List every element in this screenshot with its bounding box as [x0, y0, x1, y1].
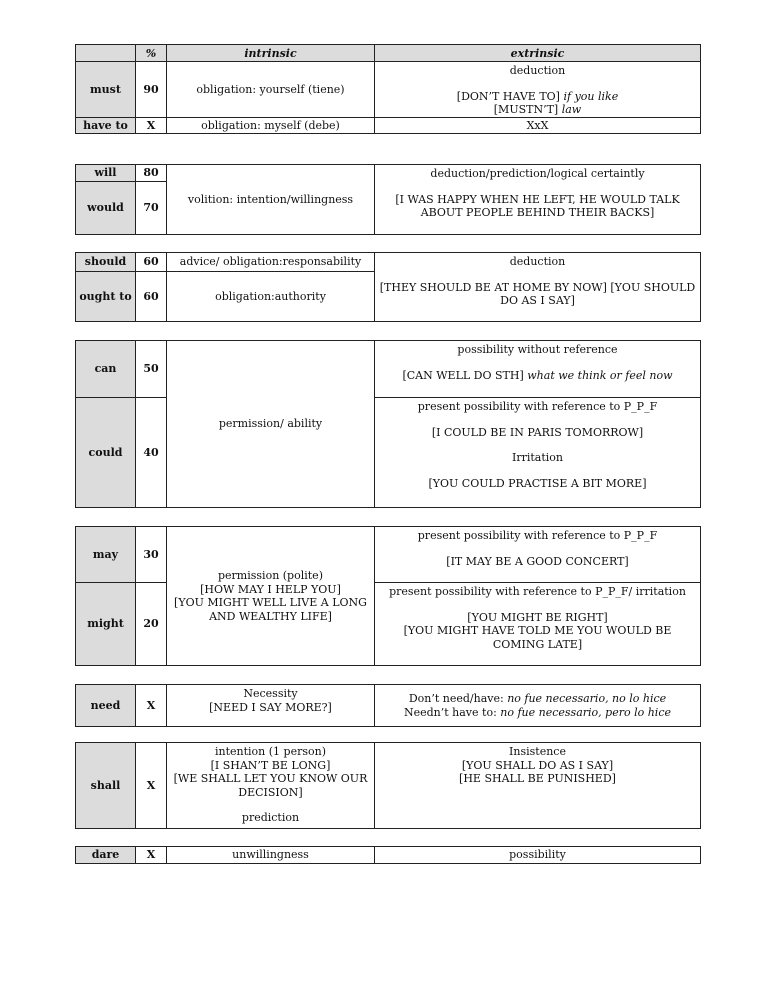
intrinsic-shall: [167, 743, 375, 829]
intrinsic-can-could: permission/ ability: [167, 341, 375, 508]
percent-must: 90: [136, 62, 167, 118]
modals-table-need: [75, 684, 701, 727]
extrinsic-title: deduction: [509, 255, 566, 268]
example-text: [YOU MIGHT BE RIGHT]: [467, 610, 608, 624]
extrinsic-could: [375, 398, 701, 508]
intrinsic-may-might: [167, 527, 375, 666]
modal-need: need: [76, 685, 136, 727]
extrinsic-line: Needn’t have to:: [403, 705, 497, 719]
example-text: [HE SHALL BE PUNISHED]: [459, 772, 616, 785]
modals-table-can: [75, 340, 701, 508]
modals-table-must: [75, 44, 701, 134]
extrinsic-title: present possibility with reference to P_P_F: [417, 400, 658, 413]
modals-table-will: [75, 164, 701, 235]
percent-could: 40: [136, 398, 167, 508]
intrinsic-should: advice/ obligation:responsability: [167, 253, 375, 272]
percent-have-to: X: [136, 118, 167, 134]
modal-might: might: [76, 583, 136, 666]
extrinsic-title: possibility without reference: [457, 343, 618, 356]
intrinsic-line: intention (1 person): [215, 745, 326, 758]
intrinsic-line: prediction: [241, 811, 300, 824]
header-modal: [76, 45, 136, 62]
extrinsic-title: deduction/prediction/logical certaintly: [430, 167, 645, 180]
example-note: if you like: [563, 89, 619, 103]
example-text: [YOU MIGHT WELL LIVE A LONG AND WEALTHY LIFE]: [174, 596, 367, 623]
example-text: [CAN WELL DO STH]: [402, 368, 524, 382]
example-note: no fue necessario, no lo hice: [507, 692, 667, 705]
percent-should: 60: [136, 253, 167, 272]
modal-would: would: [76, 182, 136, 235]
modal-may: may: [76, 527, 136, 583]
extrinsic-shall: [375, 743, 701, 829]
header-percent: %: [136, 45, 167, 62]
percent-will: 80: [136, 165, 167, 182]
intrinsic-must: obligation: yourself (tiene): [167, 62, 375, 118]
example-text: [YOU COULD PRACTISE A BIT MORE]: [428, 476, 647, 490]
extrinsic-title: Irritation: [511, 451, 563, 464]
example-note: no fue necessario, pero lo hice: [500, 705, 671, 719]
modal-dare: dare: [76, 847, 136, 864]
modal-will: will: [76, 165, 136, 182]
percent-might: 20: [136, 583, 167, 666]
example-text: [IT MAY BE A GOOD CONCERT]: [446, 554, 629, 568]
extrinsic-must: [375, 62, 701, 118]
example-text: [I WAS HAPPY WHEN HE LEFT, HE WOULD TALK ABOUT PEOPLE BEHIND THEIR BACKS]: [395, 192, 680, 219]
modals-table-shall: [75, 742, 701, 829]
extrinsic-might: [375, 583, 701, 666]
percent-need: X: [136, 685, 167, 727]
extrinsic-title: Insistence: [509, 745, 566, 758]
header-extrinsic: extrinsic: [375, 45, 701, 62]
intrinsic-dare: unwillingness: [167, 847, 375, 864]
example-text: [WE SHALL LET YOU KNOW OUR DECISION]: [173, 772, 368, 799]
extrinsic-line: Don’t need/have:: [408, 692, 504, 705]
extrinsic-will-would: [375, 165, 701, 235]
percent-would: 70: [136, 182, 167, 235]
example-dont-have-to: [DON’T HAVE TO]: [456, 89, 560, 103]
extrinsic-need: [375, 685, 701, 727]
example-text: [I SHAN’T BE LONG]: [210, 758, 331, 772]
percent-shall: X: [136, 743, 167, 829]
example-text: [NEED I SAY MORE?]: [209, 700, 332, 714]
extrinsic-have-to: XxX: [375, 118, 701, 134]
example-text: [HOW MAY I HELP YOU]: [200, 582, 341, 596]
percent-may: 30: [136, 527, 167, 583]
example-text: [I COULD BE IN PARIS TOMORROW]: [431, 425, 644, 439]
intrinsic-will-would: volition: intention/willingness: [167, 165, 375, 235]
extrinsic-dare: possibility: [375, 847, 701, 864]
intrinsic-have-to: obligation: myself (debe): [167, 118, 375, 134]
percent-can: 50: [136, 341, 167, 398]
extrinsic-title: deduction: [509, 64, 566, 77]
modal-ought-to: ought to: [76, 272, 136, 322]
header-intrinsic: intrinsic: [167, 45, 375, 62]
extrinsic-title: present possibility with reference to P_P_F: [417, 529, 658, 542]
modal-have-to: have to: [76, 118, 136, 134]
percent-ought-to: 60: [136, 272, 167, 322]
modals-table-should: [75, 252, 701, 322]
extrinsic-title: present possibility with reference to P_P_F/ irritation: [389, 585, 686, 598]
percent-dare: X: [136, 847, 167, 864]
modal-could: could: [76, 398, 136, 508]
intrinsic-ought-to: obligation:authority: [167, 272, 375, 322]
intrinsic-line: permission (polite): [218, 569, 323, 582]
example-note: law: [561, 103, 582, 116]
intrinsic-need: [167, 685, 375, 727]
example-note: what we think or feel now: [527, 368, 673, 382]
extrinsic-may: [375, 527, 701, 583]
intrinsic-line: Necessity: [243, 687, 298, 700]
modals-table-may: [75, 526, 701, 666]
extrinsic-should: [375, 253, 701, 322]
modal-should: should: [76, 253, 136, 272]
example-mustnt: [MUSTN’T]: [493, 103, 559, 116]
example-text: [THEY SHOULD BE AT HOME BY NOW] [YOU SHOULD DO AS I SAY]: [379, 280, 696, 307]
modal-can: can: [76, 341, 136, 398]
modal-shall: shall: [76, 743, 136, 829]
modal-must: must: [76, 62, 136, 118]
example-text: [YOU SHALL DO AS I SAY]: [461, 758, 614, 772]
modals-table-dare: [75, 846, 701, 864]
extrinsic-can: [375, 341, 701, 398]
example-text: [YOU MIGHT HAVE TOLD ME YOU WOULD BE COMING LATE]: [403, 624, 672, 651]
